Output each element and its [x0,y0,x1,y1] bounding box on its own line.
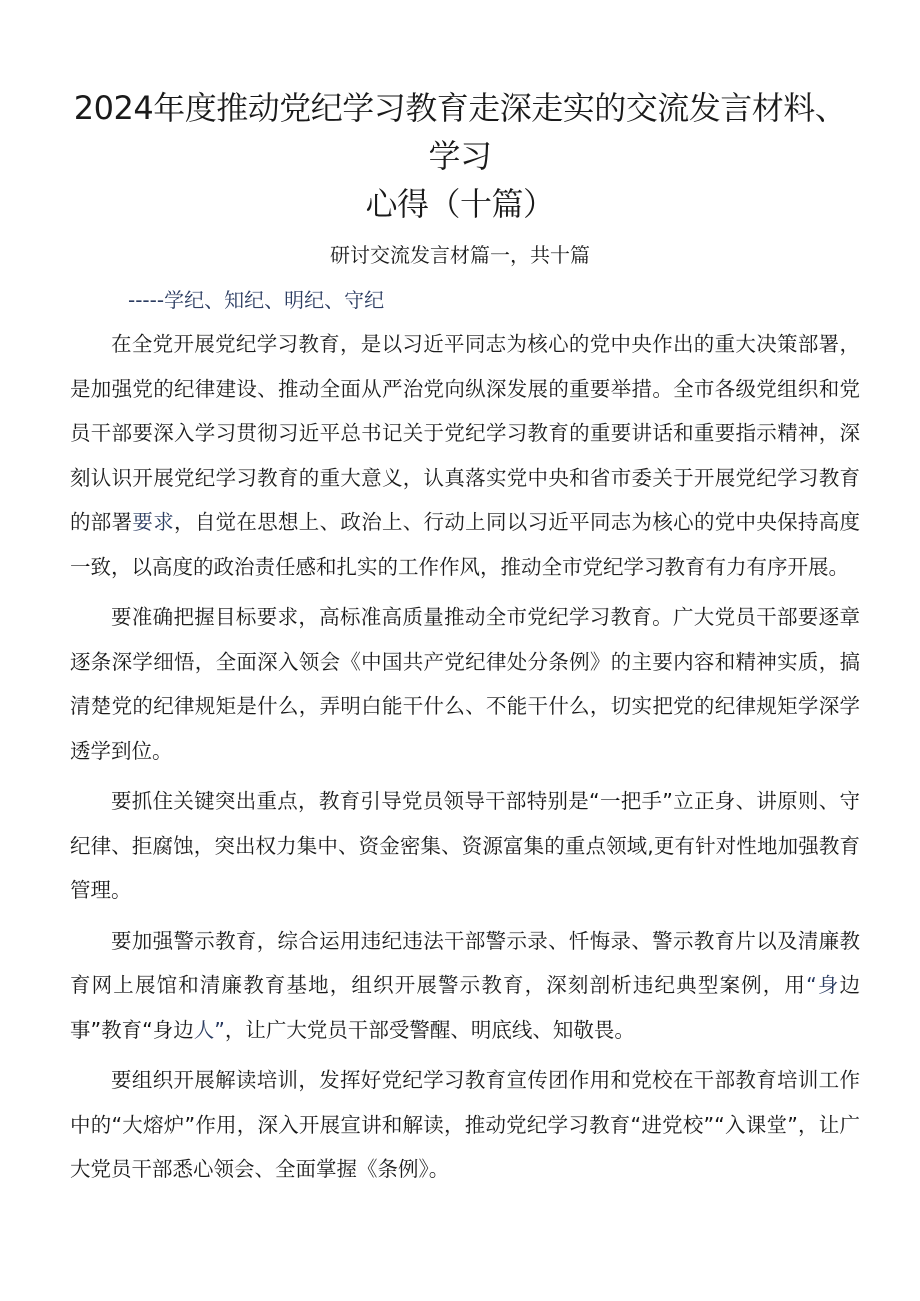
paragraph-4-highlight-1: “身 [806,973,840,997]
section-heading: -----学纪、知纪、明纪、守纪 [128,288,385,312]
title-line-2: 心得（十篇） [365,185,555,223]
paragraph-1-part-1: 在全党开展党纪学习教育，是以习近平同志为核心的党中央作出的重大决策部署，是加强党的纪律建设、推动全面从严治党向纵深发展的重要举措。全市各级党组织和党员干部要深入学习贯彻习近平总书记关于党纪学习教育的重要讲话和重要指示精神，深刻认识开展党纪学习教育的重大意义，认真落实党中央和省市委关于开展党纪学习教育的部署 [70,332,860,534]
document-body [70,322,860,1198]
paragraph-4-part-3: ，让广大党员干部受警醒、明底线、知敬畏。 [224,1017,635,1042]
paragraph-4-part-1: 要加强警示教育，综合运用违纪违法干部警示录、忏悔录、警示教育片以及清廉教育网上展馆和清廉教育基地，组织开展警示教育，深刻剖析违纪典型案例，用 [70,928,860,997]
paragraph-1-highlight: 要求 [132,510,175,534]
paragraph-3: 要抓住关键突出重点，教育引导党员领导干部特别是“一把手”立正身、讲原则、守纪律、拒腐蚀，突出权力集中、资金密集、资源富集的重点领域,更有针对性地加强教育管理。 [70,789,860,902]
paragraph-4-part-2: 边事”教育“身边 [70,973,860,1042]
document-subtitle: 研讨交流发言材篇一，共十篇 [330,243,590,267]
paragraph-5: 要组织开展解读培训，发挥好党纪学习教育宣传团作用和党校在干部教育培训工作中的“大熔炉”作用，深入开展宣讲和解读，推动党纪学习教育“进党校”“入课堂”，让广大党员干部悉心领会、全面掌握《条例》。 [70,1068,860,1181]
paragraph-4-highlight-2: 人” [193,1017,225,1042]
paragraph-4 [70,919,860,1053]
title-line-1: 2024年度推动党纪学习教育走深走实的交流发言材料、学习 [73,89,847,175]
paragraph-1-part-2: ，自觉在思想上、政治上、行动上同以习近平同志为核心的党中央保持高度一致，以高度的政治责任感和扎实的工作作风，推动全市党纪学习教育有力有序开展。 [70,510,861,579]
document-title [60,84,860,228]
paragraph-2: 要准确把握目标要求，高标准高质量推动全市党纪学习教育。广大党员干部要逐章逐条深学细悟，全面深入领会《中国共产党纪律处分条例》的主要内容和精神实质，搞清楚党的纪律规矩是什么，弄明白能干什么、不能干什么，切实把党的纪律规矩学深学透学到位。 [70,605,860,763]
paragraph-1 [70,322,860,589]
